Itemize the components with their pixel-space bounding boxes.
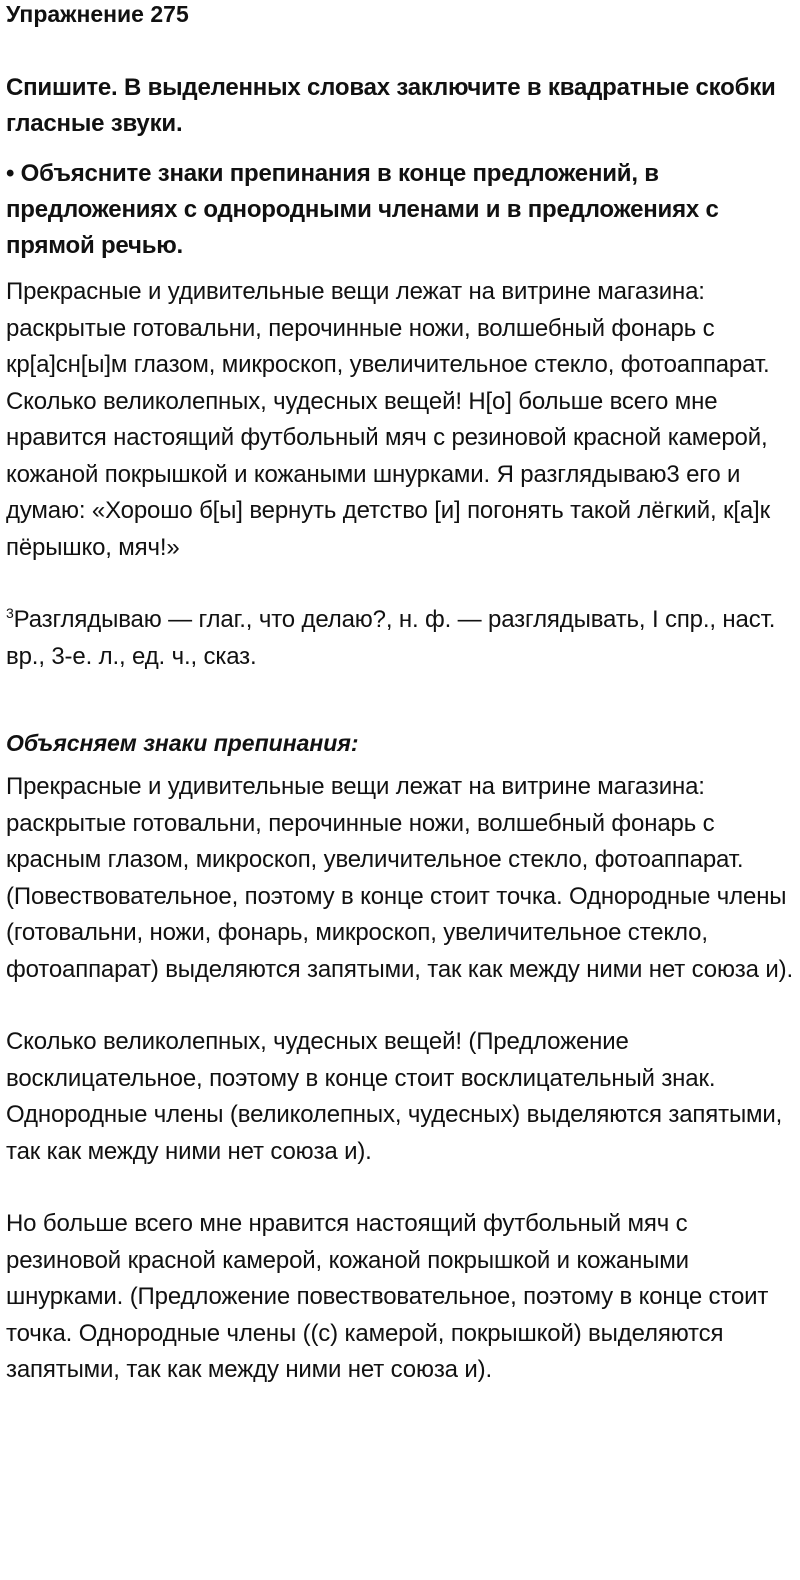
- story-text: Прекрасные и удивительные вещи лежат на витрине магазина: раскрытые готовальни, перочинные ножи, волшебный фонарь с кр[а]сн[ы]м глазом, микроскоп, увеличительное стекло, фотоаппарат. Сколько великолепных, чудесных вещей! Н[о] больше всего мне нравится настоящий футбольный мяч с резиновой красной камерой, кожаной покрышкой и кожаными шнурками. Я разглядываю3 его и думаю: «Хорошо б[ы] вернуть детство [и] погонять такой лёгкий, к[а]к пёрышко, мяч!»: [6, 278, 770, 561]
- answer-paragraph: Прекрасные и удивительные вещи лежат на витрине магазина: раскрытые готовальни, перочинные ножи, волшебный фонарь с красным глазом, микроскоп, увеличительное стекло, фотоаппарат. (Повествовательное, поэтому в конце стоит точка. Однородные члены (готовальни, ножи, фонарь, микроскоп, увеличительное стекло, фотоаппарат) выделяются запятыми, так как между ними нет союза и).: [6, 773, 793, 983]
- answer-paragraph: Но больше всего мне нравится настоящий футбольный мяч с резиновой красной камерой, кожаной покрышкой и кожаными шнурками. (Предложение повествовательное, поэтому в конце стоит точка. Однородные члены ((с) камерой, покрышкой) выделяются запятыми, так как между ними нет союза и).: [6, 1210, 769, 1383]
- exercise-page: [6, 0, 796, 1580]
- answer-paragraph: Сколько великолепных, чудесных вещей! (Предложение восклицательное, поэтому в конце стоит восклицательный знак. Однородные члены (великолепных, чудесных) выделяются запятыми, так как между ними нет союза и).: [6, 1028, 783, 1165]
- task-block: [6, 70, 796, 264]
- answer-heading: Объясняем знаки препинания:: [6, 730, 359, 756]
- exercise-title: Упражнение 275: [6, 1, 189, 27]
- footnote-marker: 3: [6, 605, 14, 621]
- footnote-text: Разглядываю — глаг., что делаю?, н. ф. — разглядывать, I спр., наст. вр., 3-е. л., ед. ч., сказ.: [6, 606, 776, 670]
- task-instruction: Спишите. В выделенных словах заключите в квадратные скобки гласные звуки.: [6, 74, 776, 137]
- footnote: [6, 602, 796, 675]
- task-bullet: • Объясните знаки препинания в конце предложений, в предложениях с однородными членами и в предложениях с прямой речью.: [6, 160, 719, 259]
